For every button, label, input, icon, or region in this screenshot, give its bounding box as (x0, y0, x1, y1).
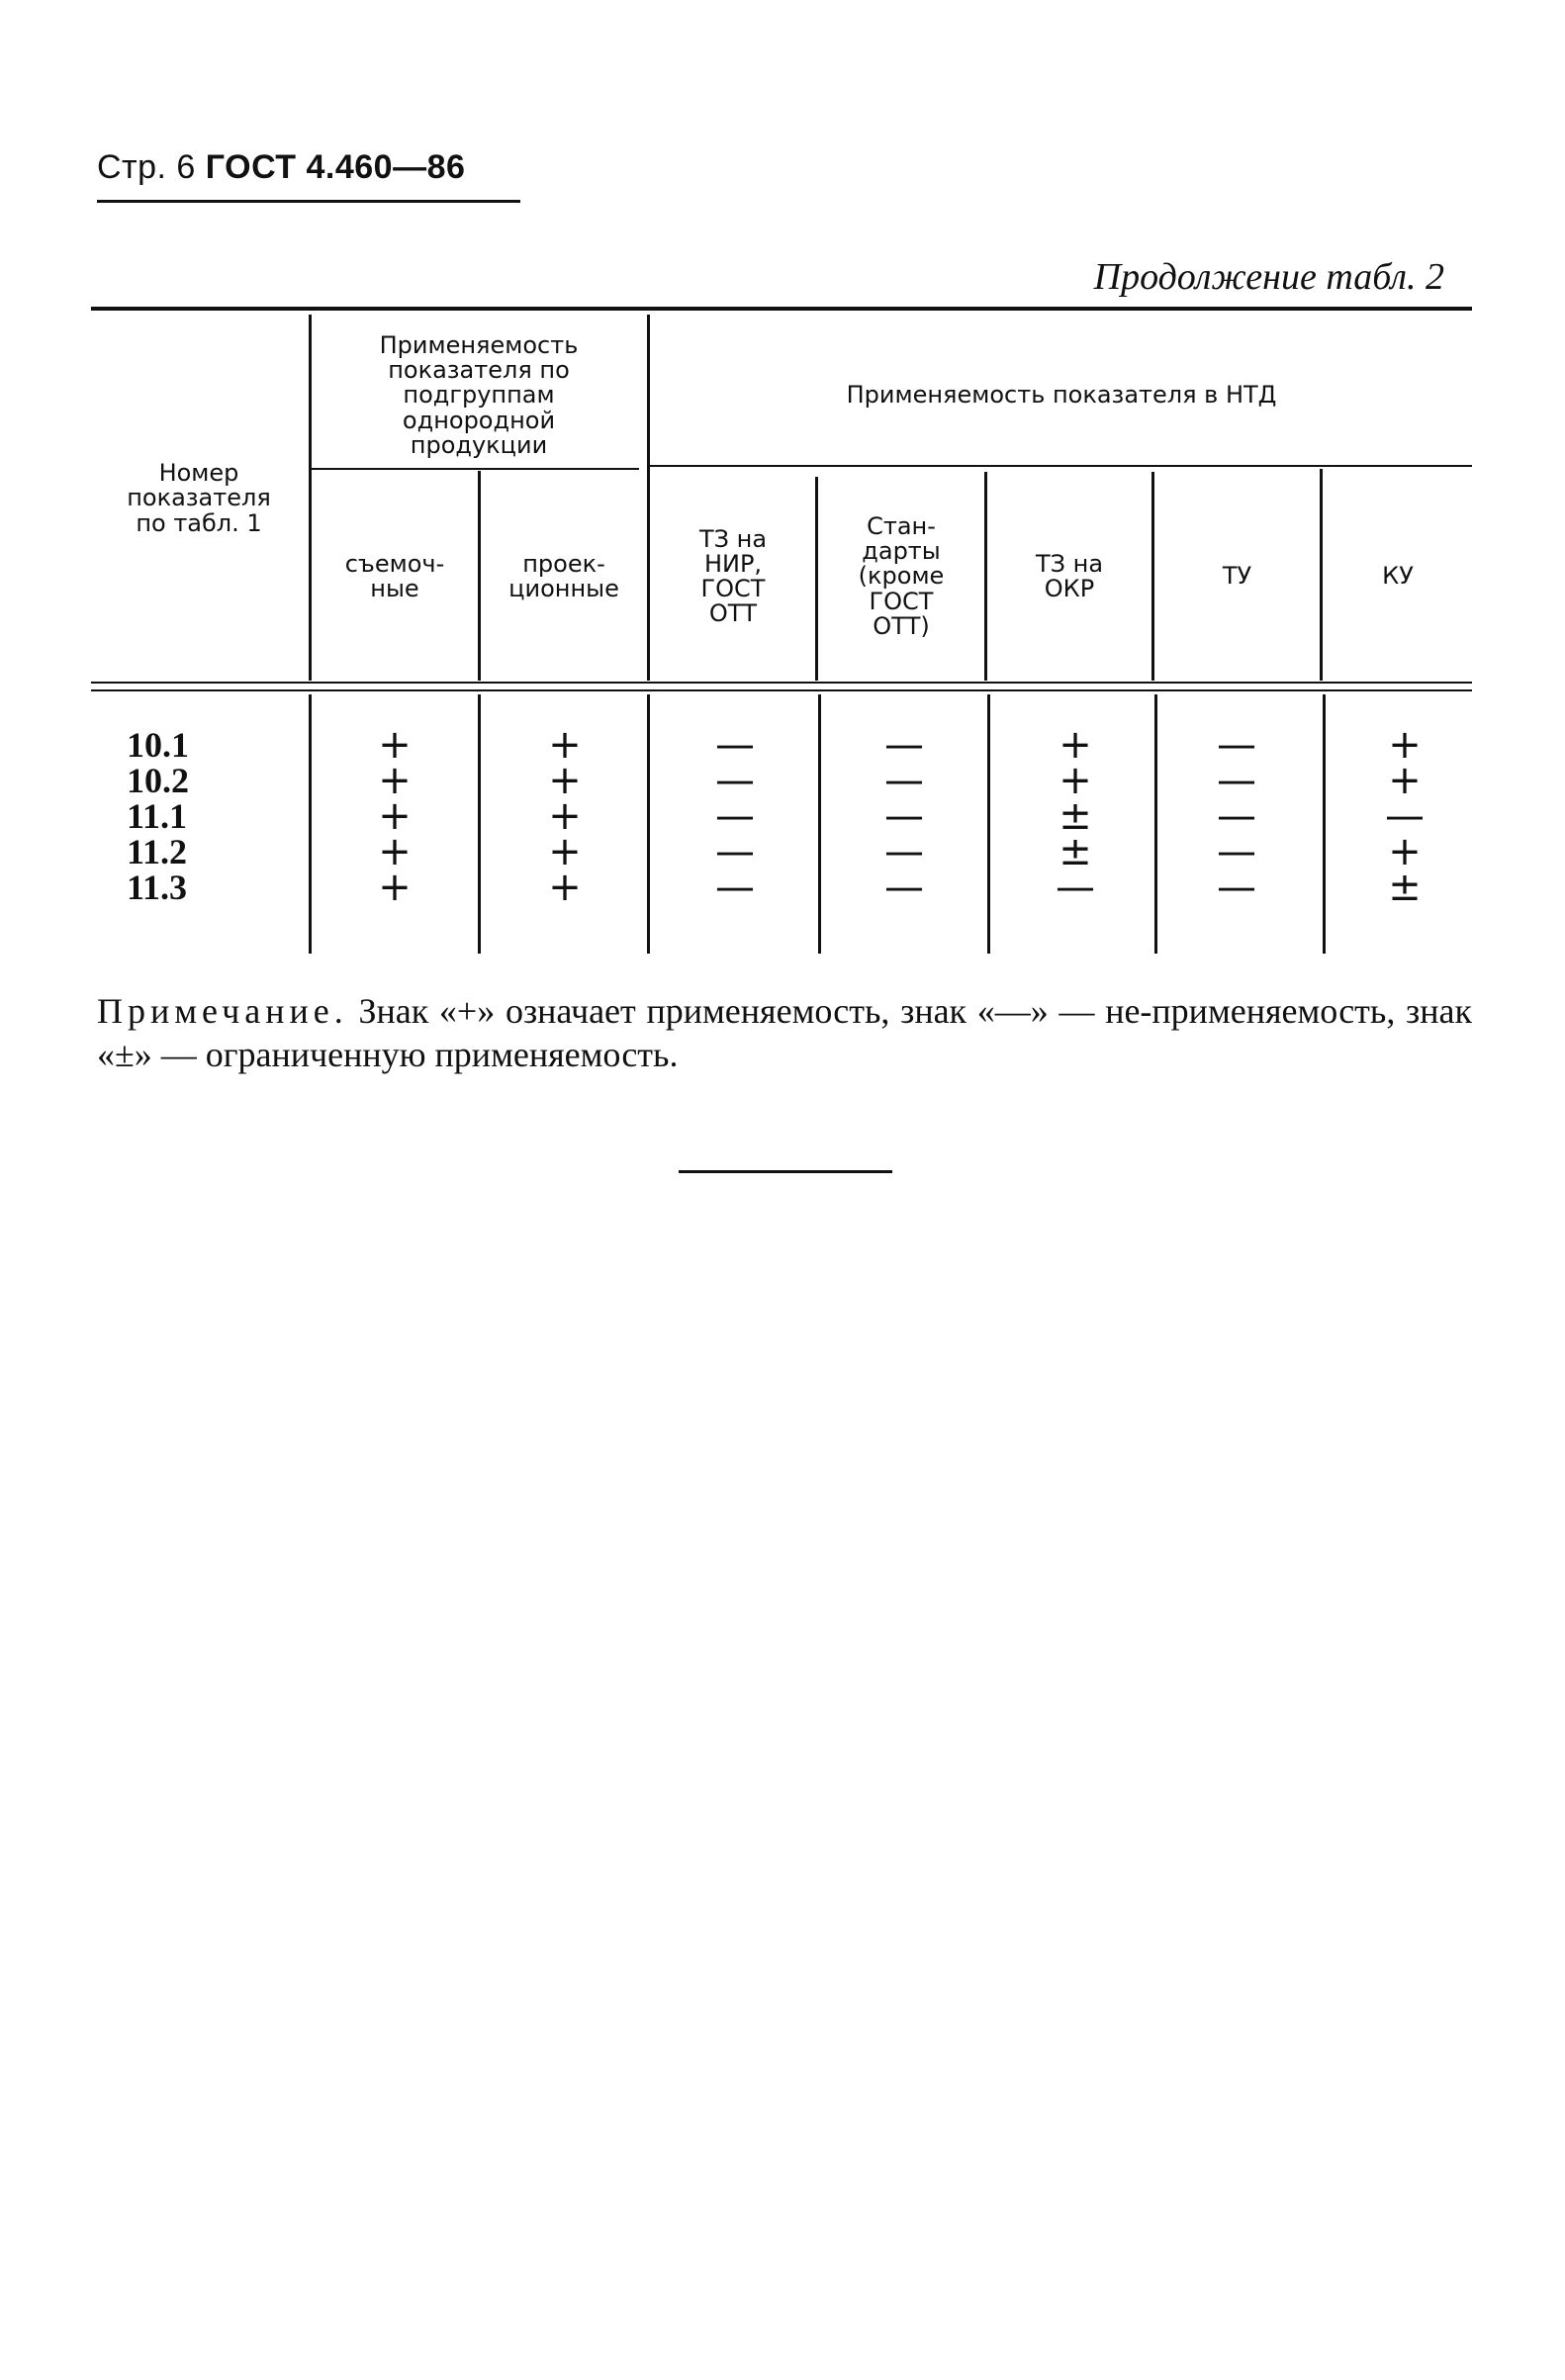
value-tz-okr: — (1056, 865, 1095, 910)
value-ku: + (1388, 722, 1422, 768)
col-rule (1323, 694, 1326, 954)
value-tu: — (1217, 865, 1256, 910)
col-rule (309, 694, 312, 954)
value-projection: + (548, 793, 582, 839)
value-ku: — (1385, 793, 1425, 839)
indicator-number: 10.1 (127, 725, 189, 765)
col-rule (984, 472, 987, 681)
col-rule (309, 315, 312, 681)
col-rule (1320, 469, 1323, 681)
value-tz-okr: + (1059, 758, 1092, 803)
header-indicator-number: Номер показателя по табл. 1 (127, 459, 271, 537)
header-double-rule-1 (91, 682, 1472, 684)
col-rule (647, 694, 650, 954)
value-tz-okr: ± (1059, 793, 1092, 839)
value-ku: + (1388, 829, 1422, 874)
value-tu: — (1217, 722, 1256, 768)
value-tu: — (1217, 793, 1256, 839)
value-tz-nir: — (715, 758, 755, 803)
value-projection: + (548, 722, 582, 768)
note-text: Знак «+» означает применяемость, знак «—» — не-применяемость, знак «±» — ограниченную применяемость. (97, 991, 1472, 1074)
subgroup-rule (310, 468, 639, 470)
value-tu: — (1217, 758, 1256, 803)
value-tz-nir: — (715, 793, 755, 839)
indicator-number: 11.2 (127, 832, 188, 871)
value-standards: — (884, 758, 924, 803)
header-subgroup-applicability: Применяемость показателя по подгруппам однородной продукции (379, 331, 579, 459)
value-tz-nir: — (715, 722, 755, 768)
value-tz-nir: — (715, 865, 755, 910)
header-ntd-applicability: Применяемость показателя в НТД (846, 381, 1277, 410)
standard-id: ГОСТ 4.460—86 (205, 148, 466, 186)
value-tz-nir: — (715, 829, 755, 874)
value-standards: — (884, 865, 924, 910)
header-tu: ТУ (1222, 562, 1252, 591)
value-tu: — (1217, 829, 1256, 874)
col-rule (1151, 472, 1154, 681)
page-number: Стр. 6 (97, 148, 196, 186)
note-label: Примечание. (97, 991, 348, 1031)
value-projection: + (548, 865, 582, 910)
value-survey: + (378, 758, 412, 803)
col-rule (818, 694, 821, 954)
table-continuation-caption: Продолжение табл. 2 (1093, 256, 1444, 298)
header-projection: проек- ционные (508, 549, 619, 602)
col-rule (478, 694, 481, 954)
header-tz-nir: ТЗ на НИР, ГОСТ ОТТ (698, 524, 768, 628)
value-standards: — (884, 722, 924, 768)
page-header (97, 148, 465, 187)
header-survey: съемоч- ные (344, 549, 445, 602)
value-survey: + (378, 793, 412, 839)
header-rule (97, 200, 520, 203)
value-survey: + (378, 722, 412, 768)
value-projection: + (548, 758, 582, 803)
col-rule (647, 315, 650, 681)
ntd-rule (649, 465, 1472, 467)
value-ku: + (1388, 758, 1422, 803)
value-standards: — (884, 829, 924, 874)
header-tz-okr: ТЗ на ОКР (1035, 549, 1104, 602)
table-note (97, 989, 1472, 1076)
value-projection: + (548, 829, 582, 874)
indicator-number: 10.2 (127, 761, 189, 800)
value-survey: + (378, 829, 412, 874)
col-rule (478, 471, 481, 681)
col-rule (1154, 694, 1157, 954)
header-double-rule-2 (91, 689, 1472, 691)
indicator-number: 11.3 (127, 868, 188, 907)
value-ku: ± (1388, 865, 1422, 910)
indicator-number: 11.1 (127, 796, 188, 836)
col-rule (815, 477, 818, 681)
table-top-rule (91, 307, 1472, 311)
end-rule (679, 1170, 892, 1173)
value-tz-okr: + (1059, 722, 1092, 768)
col-rule (987, 694, 990, 954)
value-standards: — (884, 793, 924, 839)
header-standards: Стан- дарты (кроме ГОСТ ОТТ) (858, 512, 945, 640)
value-survey: + (378, 865, 412, 910)
value-tz-okr: ± (1059, 829, 1092, 874)
header-ku: КУ (1382, 562, 1414, 591)
